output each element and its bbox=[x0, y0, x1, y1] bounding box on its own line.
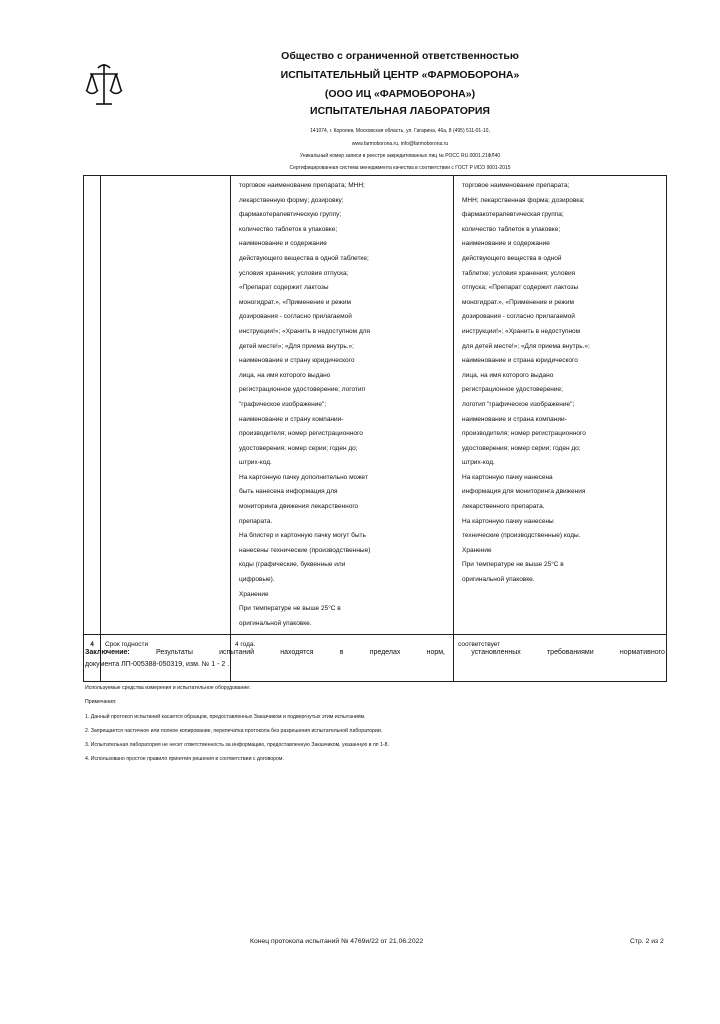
note-item: 2. Запрещается частичное или полное копирование, перепечатка протокола без разрешения испытательной лаборатории. bbox=[85, 728, 383, 734]
cell-line: "графическое изображение"; bbox=[239, 400, 327, 408]
cell-line: моногидрат.», «Применение и режим bbox=[462, 298, 574, 306]
cell-line: наименование и содержание bbox=[239, 240, 327, 248]
cell-line: действующего вещества в одной bbox=[462, 254, 562, 262]
header-lab: ИСПЫТАТЕЛЬНАЯ ЛАБОРАТОРИЯ bbox=[310, 105, 490, 117]
cell-line: На картонную пачку нанесены bbox=[462, 517, 554, 525]
row1-indicator-cell bbox=[101, 176, 231, 635]
cell-line: количество таблеток в упаковке; bbox=[462, 225, 561, 233]
conclusion-word: пределах bbox=[369, 649, 401, 656]
cell-line: На картонную пачку дополнительно может bbox=[239, 473, 368, 481]
cell-line: технические (производственные) коды. bbox=[462, 532, 581, 540]
cell-line: условия хранения; условия отпуска; bbox=[239, 269, 349, 277]
row2-number: 4 bbox=[84, 635, 101, 682]
cell-line: штрих-код. bbox=[239, 459, 272, 467]
cell-line: Хранение bbox=[239, 590, 269, 598]
cell-line: При температуре не выше 25°С в bbox=[462, 561, 564, 569]
requirement-text bbox=[231, 176, 453, 634]
scales-of-justice-logo-icon bbox=[84, 60, 124, 110]
cell-line: наименование и страна компании- bbox=[462, 415, 567, 423]
header-certification: Сертифицированная система менеджмента качества в соответствии с ГОСТ Р ИСО 9001-2015 bbox=[289, 165, 511, 171]
conclusion-word: испытаний bbox=[219, 649, 255, 656]
conclusion-word: требованиями bbox=[546, 649, 594, 656]
row1-result-cell bbox=[454, 176, 667, 635]
cell-line: наименование и страна юридического bbox=[462, 357, 578, 365]
result-text bbox=[454, 176, 666, 591]
cell-line: торговое наименование препарата; МНН; bbox=[239, 182, 365, 189]
cell-line: лица, на имя которого выдано bbox=[239, 371, 331, 379]
row2-requirement: 4 года. bbox=[231, 635, 454, 682]
cell-line: коды (графические, буквенные или bbox=[239, 561, 346, 569]
header-address: 141074, г. Королев, Московская область, ул. Гагарина, 46а, 8 (495) 511-01-10, bbox=[310, 128, 490, 134]
conclusion-label: Заключение: bbox=[85, 649, 130, 656]
table-row bbox=[84, 176, 667, 635]
cell-line: регистрационное удостоверение; bbox=[462, 386, 563, 394]
header-org-type: Общество с ограниченной ответственностью bbox=[281, 50, 519, 62]
cell-line: препарата. bbox=[239, 517, 273, 525]
conclusion-word: норм, bbox=[426, 649, 445, 656]
cell-line: МНН; лекарственная форма; дозировка; bbox=[462, 196, 585, 204]
cell-line: лекарственного препарата. bbox=[462, 503, 545, 511]
conclusion-line-1 bbox=[85, 647, 665, 659]
cell-line: производителя; номер регистрационного bbox=[239, 430, 363, 438]
cell-line: детей месте!»; «Для приема внутрь.»; bbox=[239, 342, 354, 350]
header-org-short: (ООО ИЦ «ФАРМОБОРОНА») bbox=[324, 88, 476, 100]
cell-line: отпуска; «Препарат содержит лактозы bbox=[462, 284, 579, 292]
cell-line: «Препарат содержит лактозы bbox=[239, 284, 329, 292]
conclusion-word: установленных bbox=[471, 649, 521, 656]
row2-indicator: Срок годности bbox=[101, 635, 231, 682]
cell-line: действующего вещества в одной таблетке; bbox=[239, 254, 369, 262]
header-org-name: ИСПЫТАТЕЛЬНЫЙ ЦЕНТР «ФАРМОБОРОНА» bbox=[280, 69, 520, 81]
cell-line: количество таблеток в упаковке; bbox=[239, 225, 338, 233]
notes-title: Примечания: bbox=[85, 699, 117, 705]
cell-line: производителя; номер регистрационного bbox=[462, 430, 586, 438]
note-item: 4. Использовано простое правило принятия решения в соответствии с договором. bbox=[85, 756, 284, 762]
cell-line: оригинальной упаковке. bbox=[462, 576, 535, 584]
cell-line: инструкции!»; «Хранить в недоступном bbox=[462, 327, 581, 335]
cell-line: лица, на имя которого выдано bbox=[462, 371, 554, 379]
footer-end-text: Конец протокола испытаний № 4769и/22 от 21.06.2022 bbox=[250, 938, 424, 945]
cell-line: При температуре не выше 25°С в bbox=[239, 605, 341, 613]
conclusion-word: Результаты bbox=[155, 649, 193, 656]
conclusion-word: в bbox=[339, 649, 344, 656]
cell-line: удостоверения; номер серии; годен до; bbox=[462, 444, 581, 452]
cell-line: лекарственную форму; дозировку; bbox=[239, 196, 344, 204]
cell-line: штрих-код. bbox=[462, 459, 495, 467]
header-registry: Уникальный номер записи в реестре аккредитованных лиц № РОСС RU.0001.21ФЛ40 bbox=[299, 153, 501, 159]
cell-line: нанесены технические (производственные) bbox=[239, 546, 371, 554]
cell-line: удостоверения; номер серии; годен до; bbox=[239, 444, 358, 452]
cell-line: оригинальной упаковке. bbox=[239, 619, 312, 627]
cell-line: наименование и содержание bbox=[462, 240, 550, 248]
cell-line: инструкции!»; «Хранить в недоступном для bbox=[239, 327, 371, 335]
cell-line: наименование и страну компании- bbox=[239, 415, 344, 423]
cell-line: информация для мониторинга движения bbox=[462, 488, 586, 496]
cell-line: фармакотерапевтическая группа; bbox=[462, 211, 564, 219]
equipment-note: Используемые средства измерения и испытательное оборудование: bbox=[85, 685, 251, 691]
row1-requirement-cell bbox=[231, 176, 454, 635]
cell-line: наименование и страну юридического bbox=[239, 357, 355, 365]
row2-result: соответствует bbox=[454, 635, 667, 682]
cell-line: На блистер и картонную пачку могут быть bbox=[239, 532, 366, 540]
cell-line: регистрационное удостоверение; логотип bbox=[239, 386, 366, 394]
header-web: www.farmoborona.ru, info@farmoborona.ru bbox=[351, 141, 449, 147]
row1-number-cell bbox=[84, 176, 101, 635]
cell-line: быть нанесена информация для bbox=[239, 488, 338, 496]
cell-line: дозирования - согласно прилагаемой bbox=[462, 313, 575, 321]
conclusion-word: находятся bbox=[280, 649, 314, 656]
note-item: 1. Данный протокол испытаний касается образцов, предоставленных Заказчиком и подвергнутых этим испытаниям. bbox=[85, 714, 366, 720]
conclusion-line-2: документа ЛП-005388-050319, изм. № 1 - 2 . bbox=[85, 661, 230, 668]
cell-line: для детей месте!»; «Для приема внутрь.»; bbox=[462, 342, 590, 350]
conclusion bbox=[85, 647, 665, 671]
cell-line: торговое наименование препарата; bbox=[462, 182, 570, 189]
cell-line: На картонную пачку нанесена bbox=[462, 473, 553, 481]
cell-line: таблетке; условия хранения; условия bbox=[462, 269, 576, 277]
conclusion-word: нормативного bbox=[619, 649, 665, 656]
cell-line: мониторинга движения лекарственного bbox=[239, 503, 359, 511]
cell-line: Хранение bbox=[462, 546, 492, 554]
footer-page-number: Стр. 2 из 2 bbox=[630, 938, 664, 945]
cell-line: фармакотерапевтическую группу; bbox=[239, 211, 342, 219]
results-table bbox=[83, 175, 667, 682]
note-item: 3. Испытательная лаборатория не несет ответственность за информацию, предоставленную Заказчиком, указанную в пп 1-8. bbox=[85, 742, 389, 748]
cell-line: дозирования - согласно прилагаемой bbox=[239, 313, 352, 321]
cell-line: логотип "графическое изображение"; bbox=[462, 400, 575, 408]
cell-line: моногидрат.», «Применение и режим bbox=[239, 298, 351, 306]
cell-line: цифровые). bbox=[239, 576, 275, 584]
